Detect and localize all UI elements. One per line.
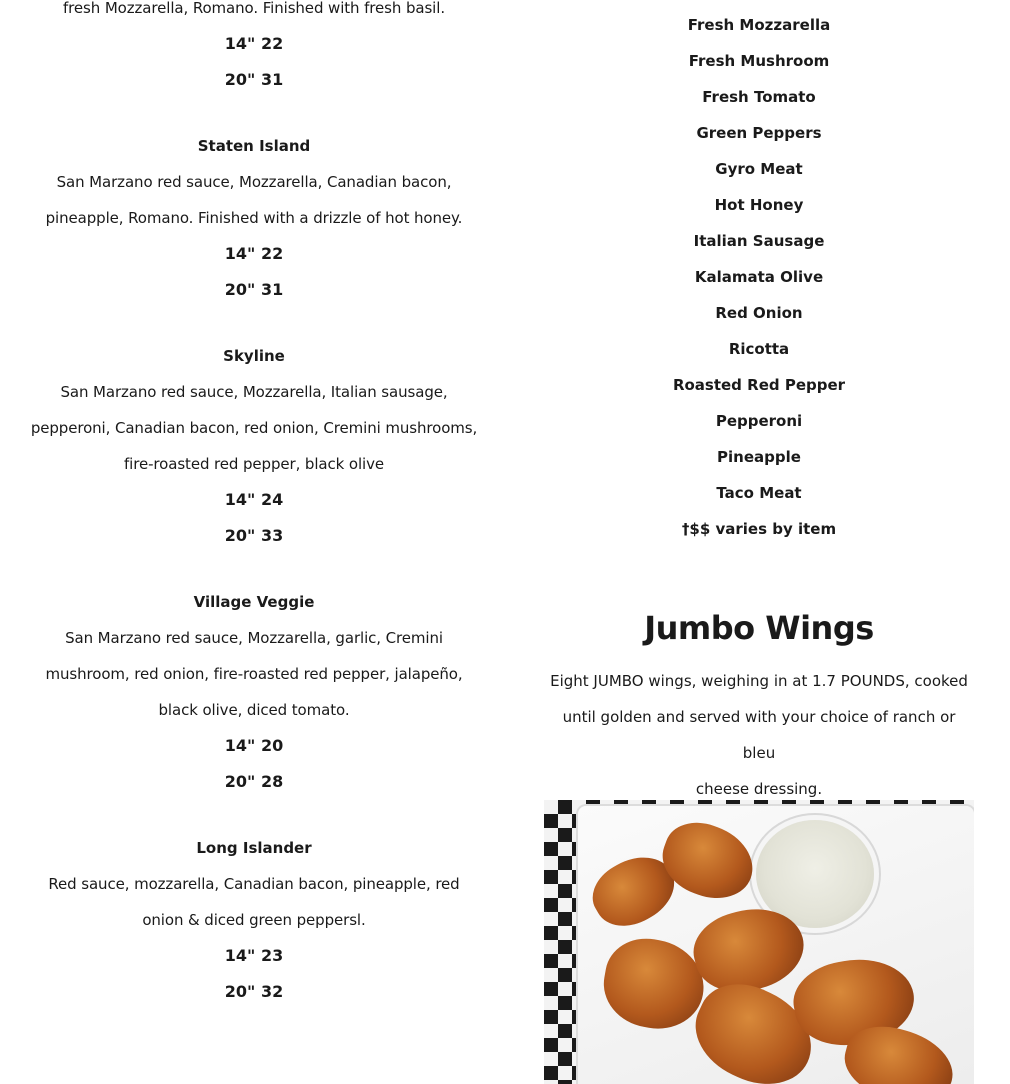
toppings-and-wings-column: [539, 0, 979, 807]
pizza-description: fire-roasted red pepper, black olive: [123, 455, 385, 473]
topping-item: Taco Meat: [716, 484, 802, 502]
toppings-price-note: †$$ varies by item: [681, 520, 837, 538]
pizza-price-14: 14" 22: [224, 244, 284, 263]
pizza-price-20: 20" 32: [224, 982, 284, 1001]
pizza-price-14: 14" 24: [224, 490, 284, 509]
pizza-description: pepperoni, Canadian bacon, red onion, Cremini mushrooms,: [30, 419, 478, 437]
pizza-description: mushroom, red onion, fire-roasted red pepper, jalapeño,: [45, 665, 463, 683]
pizza-description: San Marzano red sauce, Mozzarella, garlic, Cremini: [65, 629, 443, 647]
pizza-price-14: 14" 22: [224, 34, 284, 53]
pizza-menu-column: [28, 0, 480, 1040]
pizza-price-20: 20" 31: [224, 280, 284, 299]
pizza-name: Long Islander: [196, 839, 312, 857]
topping-item: Fresh Tomato: [702, 88, 816, 106]
topping-item: Fresh Mushroom: [688, 52, 830, 70]
wings-description-line: cheese dressing.: [695, 780, 823, 798]
pizza-description: fresh Mozzarella, Romano. Finished with fresh basil.: [63, 0, 445, 17]
wings-photo: [544, 800, 974, 1084]
topping-item: Fresh Mozzarella: [687, 16, 831, 34]
topping-item: Kalamata Olive: [694, 268, 824, 286]
topping-item: Green Peppers: [696, 124, 822, 142]
topping-item: Hot Honey: [714, 196, 804, 214]
topping-item: Ricotta: [728, 340, 790, 358]
topping-item: Red Onion: [715, 304, 803, 322]
topping-item: Pineapple: [717, 448, 801, 466]
pizza-description: pineapple, Romano. Finished with a drizzle of hot honey.: [45, 209, 463, 227]
pizza-name: Skyline: [223, 347, 285, 365]
pizza-price-20: 20" 33: [224, 526, 284, 545]
pizza-description: Red sauce, mozzarella, Canadian bacon, pineapple, red: [48, 875, 460, 893]
pizza-name: Village Veggie: [193, 593, 315, 611]
pizza-item-skyline: [28, 338, 480, 554]
pizza-description: San Marzano red sauce, Mozzarella, Italian sausage,: [60, 383, 448, 401]
topping-item: Pepperoni: [715, 412, 803, 430]
wings-description: [539, 663, 979, 807]
pizza-price-14: 14" 23: [224, 946, 284, 965]
pizza-name: Staten Island: [197, 137, 311, 155]
wings-description-line: until golden and served with your choice of ranch or bleu: [562, 708, 956, 762]
wings-title: Jumbo Wings: [644, 609, 874, 647]
pizza-description: black olive, diced tomato.: [158, 701, 350, 719]
pizza-description: San Marzano red sauce, Mozzarella, Canadian bacon,: [56, 173, 452, 191]
pizza-item-intro: [28, 0, 480, 98]
toppings-list: [539, 7, 979, 547]
pizza-price-14: 14" 20: [224, 736, 284, 755]
pizza-description: onion & diced green peppersl.: [142, 911, 366, 929]
pizza-item-long-islander: [28, 830, 480, 1010]
wings-description-line: Eight JUMBO wings, weighing in at 1.7 POUNDS, cooked: [550, 672, 968, 690]
topping-item: Roasted Red Pepper: [672, 376, 846, 394]
topping-item: Gyro Meat: [715, 160, 803, 178]
pizza-item-staten-island: [28, 128, 480, 308]
pizza-price-20: 20" 28: [224, 772, 284, 791]
pizza-price-20: 20" 31: [224, 70, 284, 89]
pizza-item-village-veggie: [28, 584, 480, 800]
topping-item: Italian Sausage: [693, 232, 825, 250]
